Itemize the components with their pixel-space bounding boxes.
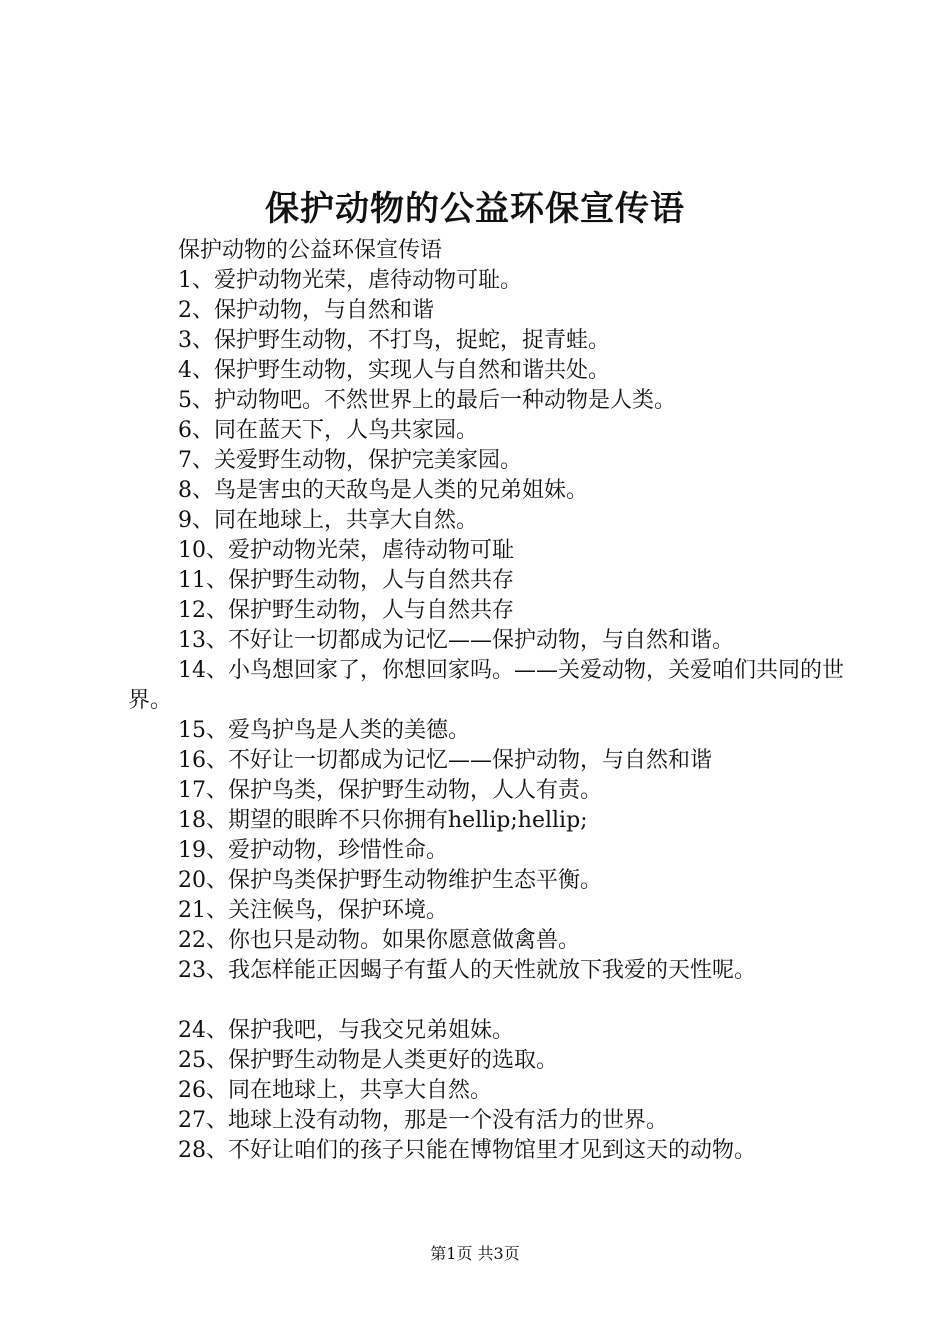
slogan-22: 22、你也只是动物。如果你愿意做禽兽。 (178, 928, 580, 953)
slogan-26: 26、同在地球上，共享大自然。 (178, 1078, 492, 1103)
slogan-17: 17、保护鸟类，保护野生动物，人人有责。 (178, 778, 602, 803)
slogan-6: 6、同在蓝天下，人鸟共家园。 (178, 418, 478, 443)
paragraph-subtitle: 保护动物的公益环保宣传语 (178, 238, 443, 263)
slogan-20: 20、保护鸟类保护野生动物维护生态平衡。 (178, 868, 602, 893)
slogan-10: 10、爱护动物光荣，虐待动物可耻 (178, 538, 514, 563)
slogan-4: 4、保护野生动物，实现人与自然和谐共处。 (178, 358, 610, 383)
slogan-12: 12、保护野生动物，人与自然共存 (178, 598, 514, 623)
page-number-footer: 第1页 共3页 (430, 1244, 520, 1263)
slogan-2: 2、保护动物，与自然和谐 (178, 298, 434, 323)
slogan-13: 13、不好让一切都成为记忆——保护动物，与自然和谐。 (178, 628, 734, 653)
slogan-18: 18、期望的眼眸不只你拥有hellip;hellip; (178, 808, 588, 833)
slogan-28: 28、不好让咱们的孩子只能在博物馆里才见到这天的动物。 (178, 1138, 756, 1163)
slogan-7: 7、关爱野生动物，保护完美家园。 (178, 448, 522, 473)
slogan-9: 9、同在地球上，共享大自然。 (178, 508, 478, 533)
slogan-19: 19、爱护动物，珍惜性命。 (178, 838, 448, 863)
slogan-27: 27、地球上没有动物，那是一个没有活力的世界。 (178, 1108, 668, 1133)
document-title: 保护动物的公益环保宣传语 (265, 189, 685, 229)
slogan-1: 1、爱护动物光荣，虐待动物可耻。 (178, 268, 522, 293)
slogan-3: 3、保护野生动物，不打鸟，捉蛇，捉青蛙。 (178, 328, 610, 353)
slogan-14: 14、小鸟想回家了，你想回家吗。——关爱动物，关爱咱们共同的世界。 (128, 658, 844, 713)
slogan-23: 23、我怎样能正因蝎子有蜇人的天性就放下我爱的天性呢。 (178, 958, 756, 983)
slogan-16: 16、不好让一切都成为记忆——保护动物，与自然和谐 (178, 748, 712, 773)
slogan-24: 24、保护我吧，与我交兄弟姐妹。 (178, 1018, 514, 1043)
slogan-5: 5、护动物吧。不然世界上的最后一种动物是人类。 (178, 388, 676, 413)
slogan-8: 8、鸟是害虫的天敌鸟是人类的兄弟姐妹。 (178, 478, 588, 503)
slogan-11: 11、保护野生动物，人与自然共存 (178, 568, 514, 593)
slogan-21: 21、关注候鸟，保护环境。 (178, 898, 448, 923)
slogan-25: 25、保护野生动物是人类更好的选取。 (178, 1048, 558, 1073)
slogan-15: 15、爱鸟护鸟是人类的美德。 (178, 718, 470, 743)
document-body (128, 236, 848, 1166)
